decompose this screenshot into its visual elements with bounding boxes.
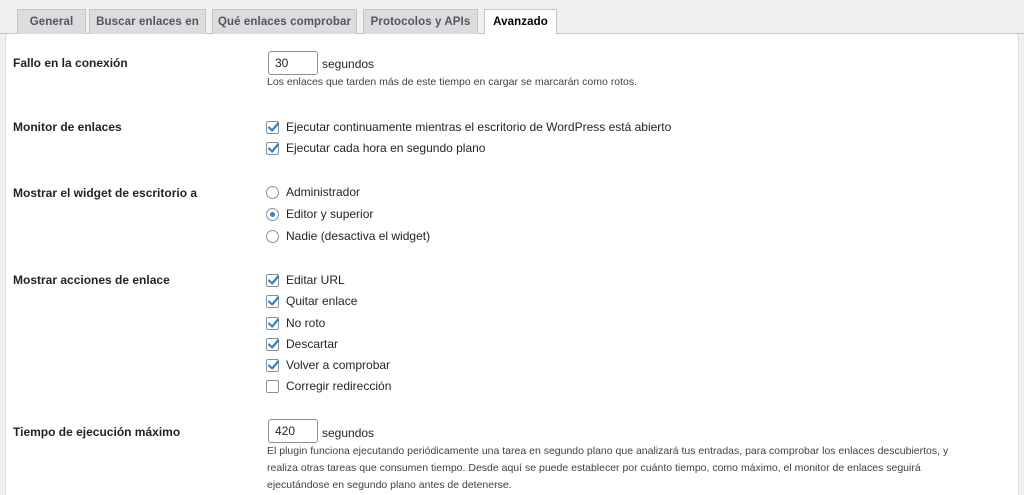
checkbox-checked[interactable] (266, 317, 279, 330)
widget-option[interactable] (266, 206, 373, 222)
actions-option[interactable] (266, 293, 357, 309)
monitor-option[interactable] (266, 140, 485, 156)
checkmark-icon (266, 273, 281, 288)
widget-option-label: Administrador (286, 185, 361, 199)
checkmark-icon (266, 294, 281, 309)
checkmark-icon (266, 358, 281, 373)
checkbox-checked[interactable] (266, 359, 279, 372)
actions-option[interactable] (266, 315, 325, 331)
tab-general[interactable]: General (17, 9, 86, 34)
radio-selected[interactable] (266, 208, 279, 221)
exec-time-label: Tiempo de ejecución máximo (13, 425, 181, 439)
exec-time-description-line: ejecutándose en segundo plano antes de detenerse. (267, 479, 512, 491)
checkbox-unchecked[interactable] (266, 380, 279, 393)
actions-option[interactable] (266, 272, 345, 288)
checkbox-checked[interactable] (266, 338, 279, 351)
checkmark-icon (266, 120, 281, 135)
checkbox-checked[interactable] (266, 274, 279, 287)
exec-time-description-line: realiza otras tareas que consumen tiempo. Desde aquí se puede establecer por cuánto tiempo, como máximo, el monitor de enlaces seguirá (267, 462, 921, 474)
exec-time-unit: segundos (322, 426, 375, 440)
timeout-label: Fallo en la conexión (13, 56, 128, 70)
checkmark-icon (266, 316, 281, 331)
exec-time-description-line: El plugin funciona ejecutando periódicamente una tarea en segundo plano que analizará tus entradas, para comprobar los enlaces descubiertos, y (267, 445, 949, 457)
actions-option-label: No roto (286, 316, 326, 330)
radio-unselected[interactable] (266, 186, 279, 199)
checkbox-checked[interactable] (266, 142, 279, 155)
monitor-option-label: Ejecutar cada hora en segundo plano (286, 141, 486, 155)
actions-option-label: Volver a comprobar (286, 358, 391, 372)
actions-option-label: Corregir redirección (286, 379, 392, 393)
actions-option[interactable] (266, 378, 391, 394)
checkmark-icon (266, 141, 281, 156)
actions-option[interactable] (266, 336, 338, 352)
settings-tabs (0, 0, 1024, 34)
actions-option-label: Editar URL (286, 273, 345, 287)
checkbox-checked[interactable] (266, 121, 279, 134)
monitor-option[interactable] (266, 119, 671, 135)
timeout-description: Los enlaces que tarden más de este tiempo en cargar se marcarán como rotos. (267, 76, 638, 88)
tab-buscar-enlaces[interactable]: Buscar enlaces en (89, 9, 206, 34)
monitor-label: Monitor de enlaces (13, 120, 122, 134)
tab-que-enlaces[interactable]: Qué enlaces comprobar (212, 9, 357, 34)
widget-option[interactable] (266, 184, 360, 200)
checkmark-icon (266, 337, 281, 352)
exec-time-description (267, 443, 948, 494)
actions-option[interactable] (266, 357, 390, 373)
exec-time-input[interactable]: 420 (268, 419, 318, 443)
timeout-input[interactable]: 30 (268, 51, 318, 75)
actions-option-label: Descartar (286, 337, 339, 351)
actions-option-label: Quitar enlace (286, 294, 358, 308)
widget-label: Mostrar el widget de escritorio a (13, 186, 198, 200)
actions-label: Mostrar acciones de enlace (13, 273, 170, 287)
widget-option[interactable] (266, 228, 430, 244)
radio-unselected[interactable] (266, 230, 279, 243)
checkbox-checked[interactable] (266, 295, 279, 308)
widget-option-label: Nadie (desactiva el widget) (286, 229, 431, 243)
monitor-option-label: Ejecutar continuamente mientras el escritorio de WordPress está abierto (286, 120, 672, 134)
timeout-unit: segundos (322, 57, 375, 71)
widget-option-label: Editor y superior (286, 207, 374, 221)
tab-avanzado[interactable]: Avanzado (484, 9, 557, 35)
tab-protocolos[interactable]: Protocolos y APIs (363, 9, 478, 34)
